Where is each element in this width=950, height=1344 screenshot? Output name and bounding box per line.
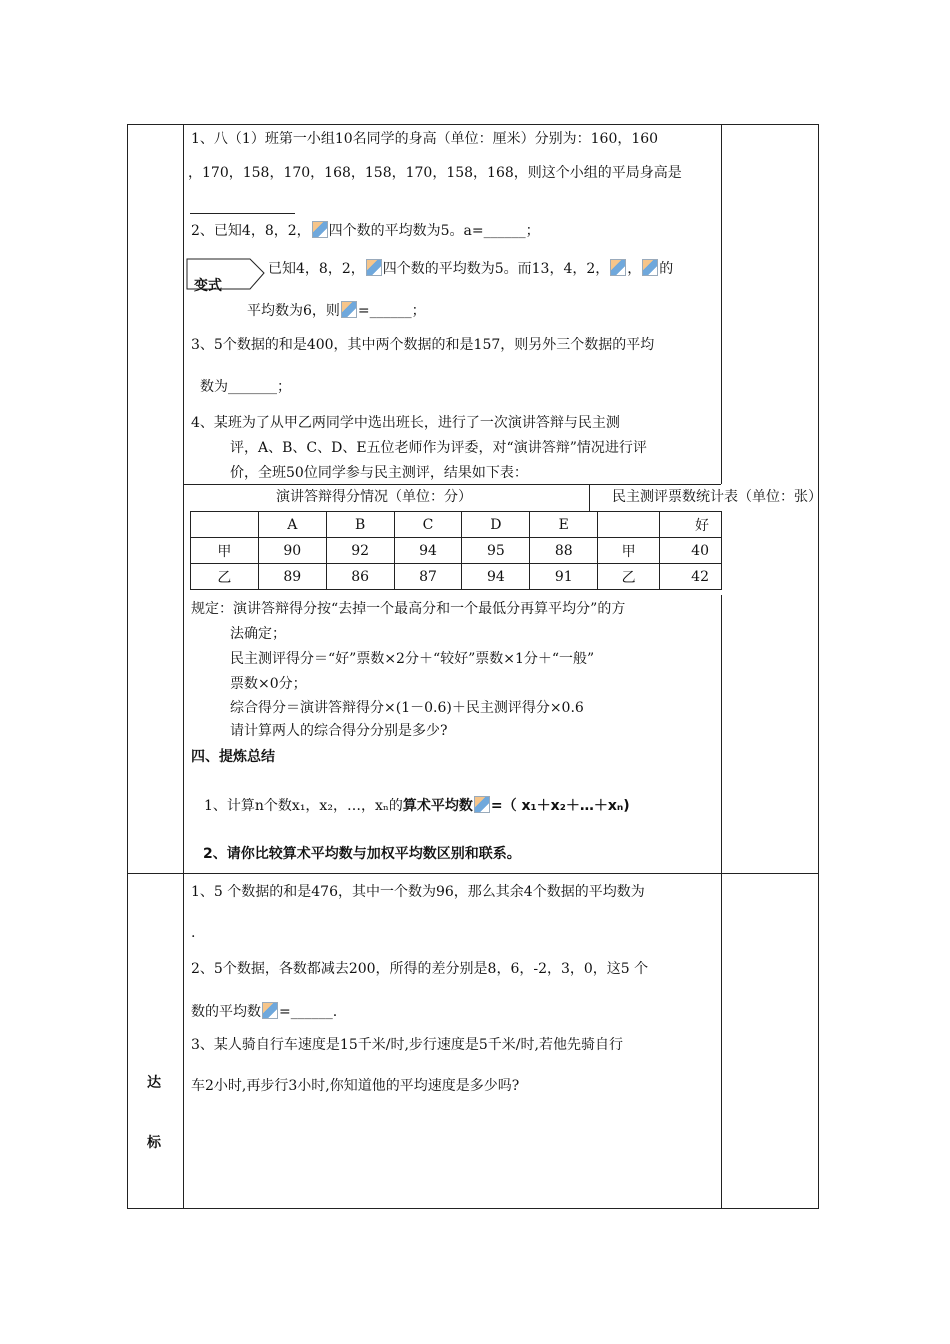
- formula-image-icon: [341, 301, 357, 318]
- variant-line1-end: 的: [659, 261, 674, 277]
- q2-prefix: 2、已知4，8，2，: [191, 223, 311, 239]
- variant-line2-suffix: =______；: [357, 303, 426, 319]
- variant-line2-prefix: 平均数为6，则: [247, 303, 340, 319]
- formula-image-icon: [312, 221, 328, 238]
- q4-line3: 价，全班50位同学参与民主测评，结果如下表：: [230, 465, 528, 481]
- summary-s1-formula: =（ x₁＋x₂＋…＋xₙ): [490, 798, 630, 814]
- caption-top-line: [183, 484, 721, 485]
- s2-p3-line2: 车2小时,再步行3小时,你知道他的平均速度是多少吗?: [191, 1078, 520, 1094]
- table-cell: 89: [258, 564, 326, 590]
- s2-p2-line1: 2、5个数据，各数都减去200，所得的差分别是8，6，-2，3，0，这5 个: [191, 961, 649, 977]
- variant-line1-sep: ，: [627, 261, 642, 277]
- table-header-row: [191, 512, 722, 538]
- col-divider-2b: [721, 595, 722, 1209]
- variant-label: 变式: [194, 278, 222, 294]
- section2-label-top: 达: [147, 1075, 161, 1091]
- rules-line6: 请计算两人的综合得分分别是多少?: [230, 723, 448, 739]
- frame-left: [127, 124, 128, 1209]
- table-cell: 94: [462, 564, 530, 590]
- q4-line2: 评，A、B、C、D、E五位老师作为评委，对“演讲答辩”情况进行评: [230, 440, 647, 456]
- q2-suffix: 四个数的平均数为5。a=______；: [328, 223, 540, 239]
- s2-p1-line1: 1、5 个数据的和是476，其中一个数为96，那么其余4个数据的平均数为: [191, 884, 645, 900]
- table-cell: 87: [394, 564, 462, 590]
- table-cell: 好: [660, 512, 722, 538]
- q1-line1: 1、八（1）班第一小组10名同学的身高（单位：厘米）分别为：160，160: [191, 131, 659, 147]
- frame-bottom: [127, 1208, 819, 1209]
- variant-line1-prefix: 已知4，8，2，: [268, 261, 365, 277]
- q3-line1: 3、5个数据的和是400，其中两个数据的和是157，则另外三个数据的平均: [191, 337, 655, 353]
- summary-heading: 四、提炼总结: [191, 749, 275, 765]
- table-cell: 88: [530, 538, 598, 564]
- summary-s2: 2、请你比较算术平均数与加权平均数区别和联系。: [203, 846, 521, 862]
- section2-label-bottom: 标: [147, 1135, 161, 1151]
- table-cell: 乙: [598, 564, 660, 590]
- rules-line5: 综合得分＝演讲答辩得分×(1－0.6)＋民主测评得分×0.6: [230, 700, 584, 716]
- rules-line2: 法确定；: [230, 626, 286, 642]
- table-caption-right: 民主测评票数统计表（单位：张）: [612, 489, 822, 505]
- row-divider: [127, 873, 819, 874]
- col-divider-1: [183, 124, 184, 1209]
- s2-p2-line2: [191, 1002, 337, 1021]
- table-cell: 90: [258, 538, 326, 564]
- table-cell: 92: [326, 538, 394, 564]
- variant-line1: [268, 259, 673, 278]
- table-row: [191, 538, 722, 564]
- table-cell: [598, 512, 660, 538]
- summary-s1-bold: 算术平均数: [402, 798, 473, 814]
- summary-s1-prefix: 1、计算n个数x₁，x₂，…，xₙ的: [204, 798, 403, 814]
- table-caption-left: 演讲答辩得分情况（单位：分）: [276, 489, 472, 505]
- table-cell: 86: [326, 564, 394, 590]
- formula-image-icon: [366, 259, 382, 276]
- table-cell: 91: [530, 564, 598, 590]
- table-cell: E: [530, 512, 598, 538]
- variant-line1-mid: 四个数的平均数为5。而13，4，2，: [382, 261, 610, 277]
- table-cell: A: [258, 512, 326, 538]
- table-row: [191, 564, 722, 590]
- variant-line2: [247, 301, 426, 320]
- s2-p2-line2-suffix: =______.: [279, 1004, 338, 1020]
- rules-line1: 规定：演讲答辩得分按“去掉一个最高分和一个最低分再算平均分”的方: [191, 601, 626, 617]
- rules-line3: 民主测评得分＝“好”票数×2分＋“较好”票数×1分＋“一般”: [230, 651, 595, 667]
- q2-line: [191, 221, 540, 240]
- table-cell: 42: [660, 564, 722, 590]
- q4-line1: 4、某班为了从甲乙两同学中选出班长，进行了一次演讲答辩与民主测: [191, 415, 620, 431]
- q3-line2: 数为_______；: [200, 379, 291, 395]
- formula-image-icon: [262, 1002, 278, 1019]
- col-divider-2: [721, 124, 722, 484]
- q1-line2: ，170，158，170，168，158，170，158，168，则这个小组的平局身高是: [188, 165, 682, 181]
- score-table: [190, 511, 722, 590]
- table-cell: 94: [394, 538, 462, 564]
- formula-image-icon: [642, 259, 658, 276]
- caption-divider: [589, 484, 590, 511]
- table-cell: D: [462, 512, 530, 538]
- frame-right: [818, 124, 819, 1209]
- s2-p1-line2: .: [191, 925, 196, 941]
- s2-p2-line2-prefix: 数的平均数: [191, 1004, 261, 1020]
- table-cell: 乙: [191, 564, 259, 590]
- formula-image-icon: [474, 796, 490, 813]
- formula-image-icon: [610, 259, 626, 276]
- rules-line4: 票数×0分；: [230, 676, 307, 692]
- table-cell: [191, 512, 259, 538]
- table-cell: C: [394, 512, 462, 538]
- table-cell: B: [326, 512, 394, 538]
- frame-top: [127, 124, 819, 125]
- q1-answer-blank[interactable]: [190, 213, 295, 214]
- table-cell: 甲: [191, 538, 259, 564]
- table-cell: 40: [660, 538, 722, 564]
- table-cell: 95: [462, 538, 530, 564]
- table-cell: 甲: [598, 538, 660, 564]
- summary-s1: [204, 796, 630, 815]
- s2-p3-line1: 3、某人骑自行车速度是15千米/时,步行速度是5千米/时,若他先骑自行: [191, 1037, 623, 1053]
